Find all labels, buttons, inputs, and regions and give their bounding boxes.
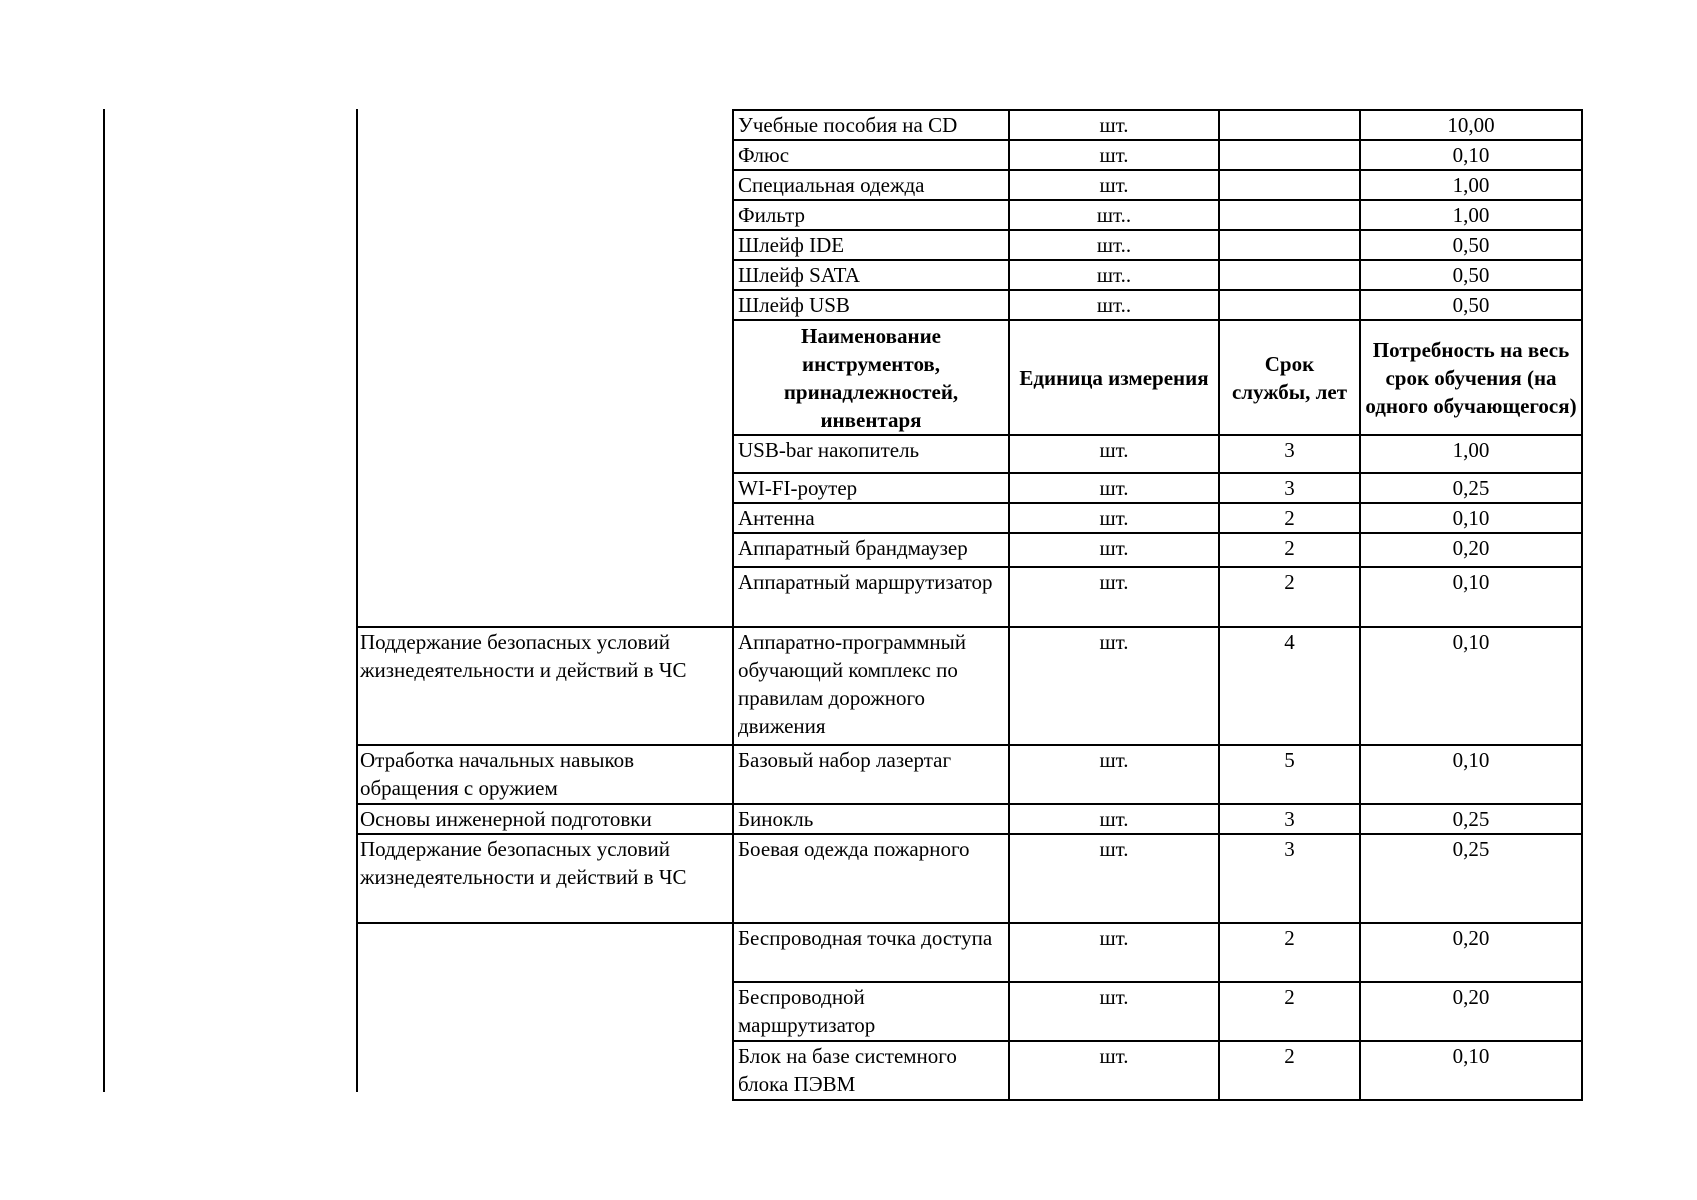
item-unit: шт.. (1009, 290, 1219, 320)
item-life (1219, 290, 1360, 320)
item-unit: шт. (1009, 745, 1219, 804)
item-need: 0,10 (1360, 1041, 1582, 1100)
item-need: 1,00 (1360, 170, 1582, 200)
item-life (1219, 260, 1360, 290)
item-name: Бинокль (733, 804, 1009, 834)
item-life: 4 (1219, 627, 1360, 745)
activity-cell (356, 290, 733, 320)
activity-cell: Поддержание безопасных условий жизнедеятельности и действий в ЧС (356, 834, 733, 923)
table-row (356, 200, 1582, 230)
activity-cell (356, 1041, 733, 1100)
item-need: 0,50 (1360, 260, 1582, 290)
item-life: 2 (1219, 1041, 1360, 1100)
activity-cell (356, 260, 733, 290)
item-life (1219, 200, 1360, 230)
activity-cell (356, 200, 733, 230)
item-name: Учебные пособия на CD (733, 110, 1009, 140)
table-row (356, 435, 1582, 473)
item-unit: шт. (1009, 567, 1219, 627)
table-row (356, 290, 1582, 320)
item-life: 2 (1219, 503, 1360, 533)
activity-cell (356, 982, 733, 1041)
item-unit: шт. (1009, 804, 1219, 834)
table-row (356, 745, 1582, 804)
item-unit: шт. (1009, 170, 1219, 200)
item-name: Фильтр (733, 200, 1009, 230)
item-name: WI-FI-роутер (733, 473, 1009, 503)
equipment-table (356, 109, 1583, 1101)
item-unit: шт. (1009, 503, 1219, 533)
item-life: 2 (1219, 567, 1360, 627)
item-need: 0,20 (1360, 923, 1582, 982)
item-name: Базовый набор лазертаг (733, 745, 1009, 804)
table-row (356, 627, 1582, 745)
item-life: 2 (1219, 923, 1360, 982)
item-unit: шт. (1009, 435, 1219, 473)
item-name: Аппаратный брандмаузер (733, 533, 1009, 567)
item-name: Беспроводной маршрутизатор (733, 982, 1009, 1041)
item-life (1219, 230, 1360, 260)
table-row (356, 503, 1582, 533)
item-name: Шлейф USB (733, 290, 1009, 320)
item-unit: шт. (1009, 982, 1219, 1041)
item-unit: шт.. (1009, 260, 1219, 290)
table-row (356, 110, 1582, 140)
item-name: USB-bar накопитель (733, 435, 1009, 473)
header-unit: Единица измерения (1009, 320, 1219, 435)
item-unit: шт. (1009, 627, 1219, 745)
activity-cell (356, 110, 733, 140)
left-margin-line (103, 109, 105, 1092)
activity-cell (356, 567, 733, 627)
item-need: 0,10 (1360, 140, 1582, 170)
table-row (356, 533, 1582, 567)
header-life: Срок службы, лет (1219, 320, 1360, 435)
item-name: Боевая одежда пожарного (733, 834, 1009, 923)
table-row (356, 260, 1582, 290)
activity-cell (356, 533, 733, 567)
item-name: Антенна (733, 503, 1009, 533)
item-life (1219, 140, 1360, 170)
item-unit: шт. (1009, 834, 1219, 923)
item-name: Флюс (733, 140, 1009, 170)
activity-cell (356, 230, 733, 260)
table-row (356, 140, 1582, 170)
item-need: 10,00 (1360, 110, 1582, 140)
table-header-row (356, 320, 1582, 435)
item-name: Шлейф SATA (733, 260, 1009, 290)
item-name: Аппаратный маршрутизатор (733, 567, 1009, 627)
item-need: 0,10 (1360, 627, 1582, 745)
table-row (356, 567, 1582, 627)
item-unit: шт. (1009, 473, 1219, 503)
item-unit: шт. (1009, 923, 1219, 982)
item-life (1219, 110, 1360, 140)
item-need: 0,50 (1360, 290, 1582, 320)
table-row (356, 804, 1582, 834)
item-life: 3 (1219, 834, 1360, 923)
activity-cell (356, 923, 733, 982)
item-name: Блок на базе системного блока ПЭВМ (733, 1041, 1009, 1100)
item-need: 0,10 (1360, 567, 1582, 627)
table-row (356, 230, 1582, 260)
item-life: 5 (1219, 745, 1360, 804)
activity-cell (356, 503, 733, 533)
activity-cell: Основы инженерной подготовки (356, 804, 733, 834)
item-life: 3 (1219, 804, 1360, 834)
activity-cell: Поддержание безопасных условий жизнедеятельности и действий в ЧС (356, 627, 733, 745)
activity-cell (356, 140, 733, 170)
table-row (356, 982, 1582, 1041)
item-unit: шт. (1009, 533, 1219, 567)
item-name: Специальная одежда (733, 170, 1009, 200)
header-need: Потребность на весь срок обучения (на одного обучающегося) (1360, 320, 1582, 435)
item-need: 0,10 (1360, 503, 1582, 533)
table-row (356, 170, 1582, 200)
item-life: 3 (1219, 435, 1360, 473)
activity-cell (356, 320, 733, 435)
item-need: 0,20 (1360, 533, 1582, 567)
table-row (356, 1041, 1582, 1100)
table-row (356, 834, 1582, 923)
table-row (356, 473, 1582, 503)
item-need: 0,25 (1360, 473, 1582, 503)
item-name: Шлейф IDE (733, 230, 1009, 260)
item-life: 2 (1219, 982, 1360, 1041)
activity-cell (356, 473, 733, 503)
activity-cell: Отработка начальных навыков обращения с оружием (356, 745, 733, 804)
item-unit: шт.. (1009, 230, 1219, 260)
activity-cell (356, 435, 733, 473)
item-life (1219, 170, 1360, 200)
item-unit: шт. (1009, 1041, 1219, 1100)
item-name: Беспроводная точка доступа (733, 923, 1009, 982)
item-life: 3 (1219, 473, 1360, 503)
item-unit: шт. (1009, 140, 1219, 170)
item-need: 0,10 (1360, 745, 1582, 804)
item-life: 2 (1219, 533, 1360, 567)
item-unit: шт. (1009, 110, 1219, 140)
item-need: 0,25 (1360, 834, 1582, 923)
activity-cell (356, 170, 733, 200)
item-need: 0,50 (1360, 230, 1582, 260)
item-need: 0,20 (1360, 982, 1582, 1041)
item-need: 1,00 (1360, 200, 1582, 230)
item-need: 1,00 (1360, 435, 1582, 473)
item-name: Аппаратно-программный обучающий комплекс по правилам дорожного движения (733, 627, 1009, 745)
item-need: 0,25 (1360, 804, 1582, 834)
item-unit: шт.. (1009, 200, 1219, 230)
header-name: Наименование инструментов, принадлежностей, инвентаря (733, 320, 1009, 435)
table-row (356, 923, 1582, 982)
